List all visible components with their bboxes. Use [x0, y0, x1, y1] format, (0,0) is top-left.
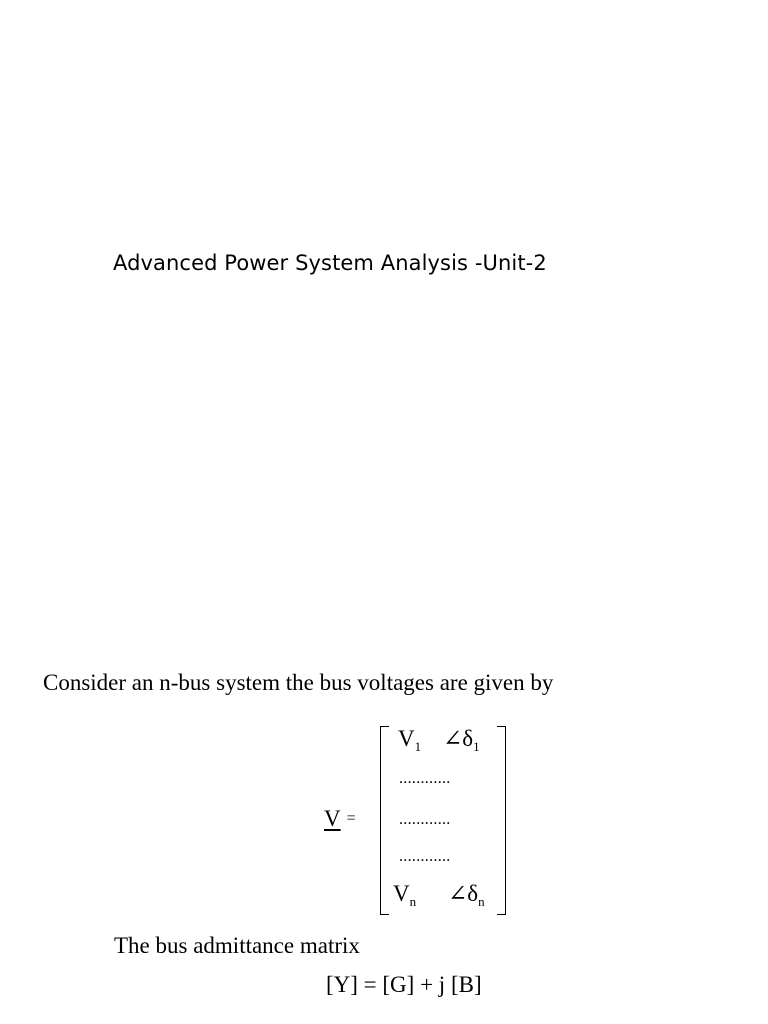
intro-text: Consider an n-bus system the bus voltages are given by: [43, 670, 554, 695]
equals-sign: =: [346, 810, 356, 827]
matrix-dots-row-3: ............: [399, 811, 451, 828]
matrix-row-n-angle: $\angle\delta_n$: [448, 881, 485, 909]
admittance-equation: [Y] = [G] + j [B]: [326, 972, 482, 997]
matrix-right-bracket: [497, 726, 506, 915]
matrix-dots-row-2: ............: [399, 770, 451, 787]
matrix-row-1-angle: $\angle\delta_1$: [443, 726, 480, 754]
matrix-dots-row-4: ............: [399, 848, 451, 865]
matrix-row-1-voltage: $V_1$: [398, 726, 422, 754]
matrix-left-bracket: [380, 726, 389, 915]
matrix-row-n-voltage: $V_n$: [393, 881, 417, 909]
admittance-intro-text: The bus admittance matrix: [114, 933, 360, 958]
page-title: Advanced Power System Analysis -Unit-2: [113, 251, 547, 275]
vector-symbol: V: [324, 806, 341, 831]
voltage-vector-lhs: [324, 806, 356, 832]
